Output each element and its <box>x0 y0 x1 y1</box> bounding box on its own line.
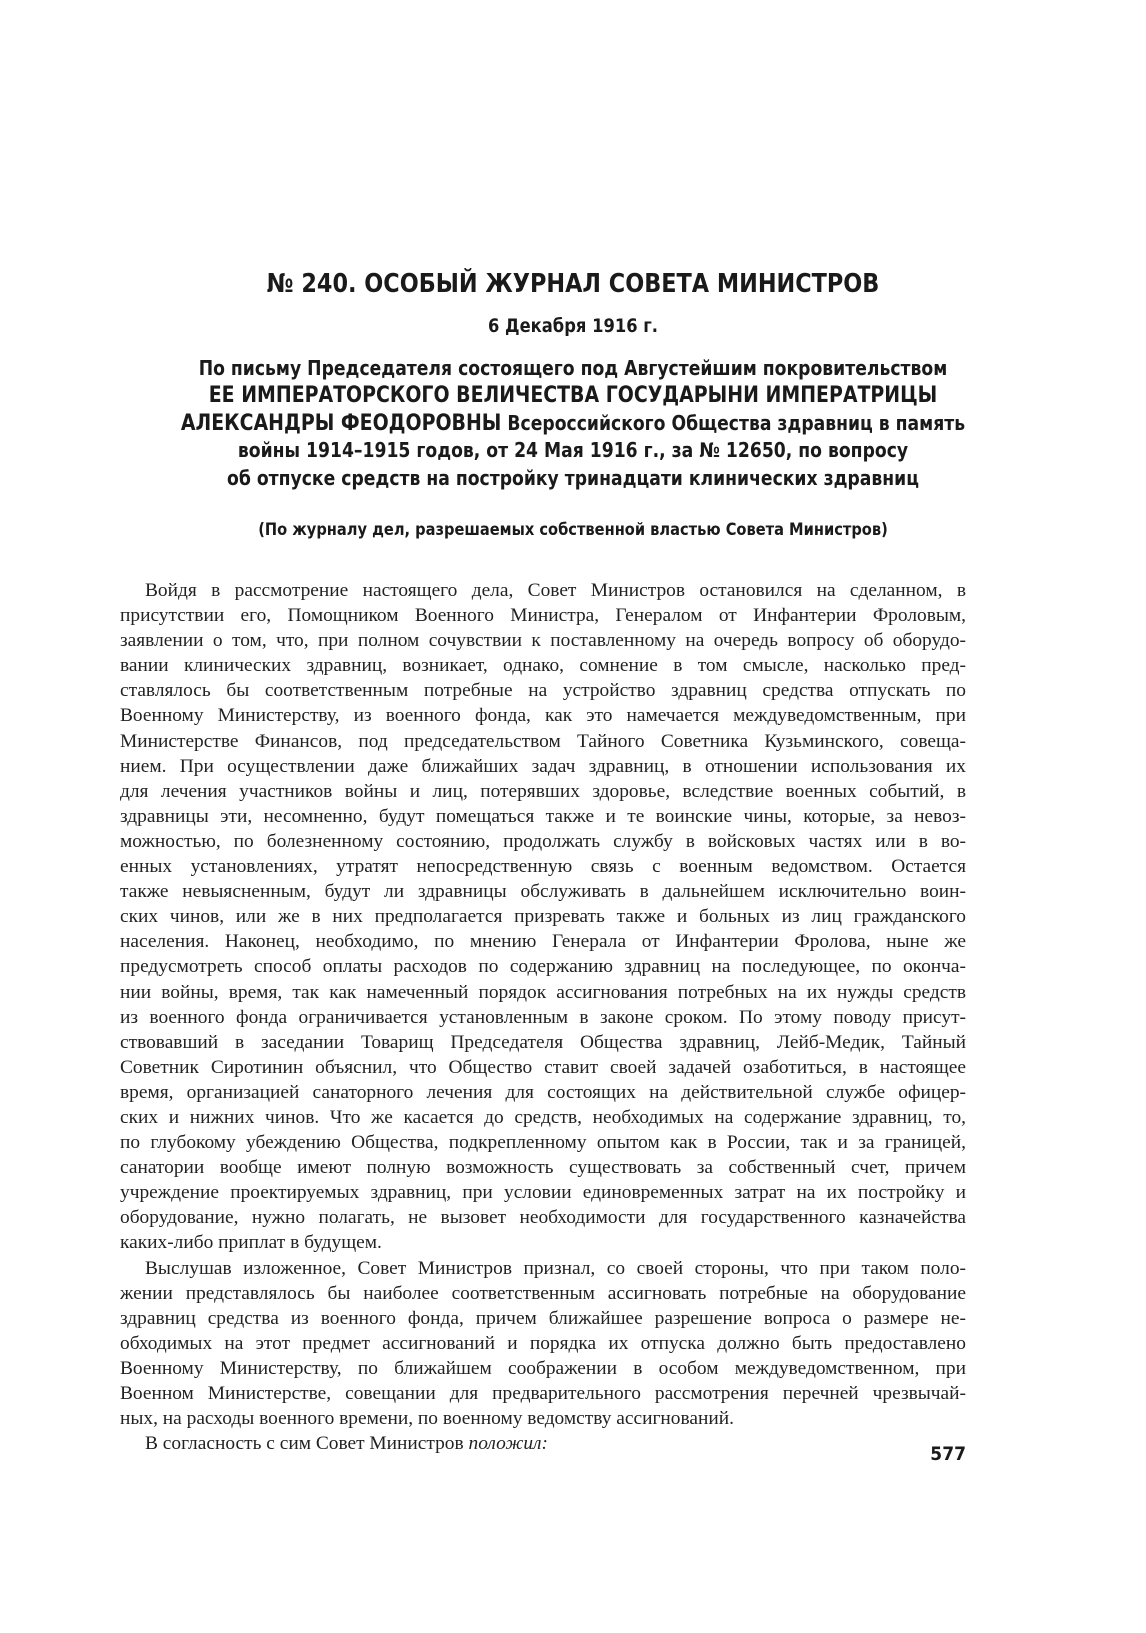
paragraph-line: санатории вообще имеют полную возможность существовать за собственный счет, причем <box>120 1157 966 1179</box>
paragraph-line: Военному Министерству, из военного фонда, как это намечается междуведомственным, при <box>120 705 966 727</box>
paragraph-line: ствовавший в заседании Товарищ Председателя Общества здравниц, Лейб-Медик, Тайный <box>120 1031 966 1053</box>
subject-line-2: ЕЕ ИМПЕРАТОРСКОГО ВЕЛИЧЕСТВА ГОСУДАРЫНИ ИМПЕРАТРИЦЫ <box>208 383 938 409</box>
paragraph-line: Выслушав изложенное, Совет Министров признал, со своей стороны, что при таком поло- <box>145 1257 966 1279</box>
paragraph-line: Войдя в рассмотрение настоящего дела, Совет Министров остановился на сделанном, в <box>145 580 966 601</box>
document-subject <box>80 355 1066 492</box>
document-note: (По журналу дел, разрешаемых собственной властью Совета Министров) <box>258 520 888 540</box>
paragraph-line: предусмотреть способ оплаты расходов по содержанию здравниц на последующее, по оконча- <box>120 956 966 978</box>
paragraph-line: Военном Министерстве, совещании для предварительного рассмотрения перечней чрезвычай- <box>120 1383 966 1404</box>
paragraph-line: ских и нижних чинов. Что же касается до средств, необходимых на содержание здравниц, то, <box>120 1106 966 1128</box>
paragraph-line: каких-либо приплат в будущем. <box>120 1232 382 1254</box>
subject-line-1: По письму Председателя состоящего под Августейшим покровительством <box>198 356 948 380</box>
paragraph-line: Советник Сиротинин объяснил, что Общество ставит своей задачей озаботиться, в настоящее <box>120 1056 966 1078</box>
paragraph-line: нии войны, время, так как намеченный порядок ассигнования потребных на их нужды средств <box>120 981 966 1003</box>
subject-line-3 <box>80 410 1066 437</box>
subject-line-5: об отпуске средств на постройку тринадцати клинических здравниц <box>227 465 919 490</box>
paragraph-line: Министерстве Финансов, под председательством Тайного Советника Кузьминского, совеща- <box>120 730 966 752</box>
paragraph-line: здравницы эти, несомненно, будут помещаться также и те воинские чины, которые, за невоз- <box>120 805 966 827</box>
paragraph-line: ставлялось бы соответственным потребные на устройство здравниц средства отпускать по <box>120 680 966 702</box>
paragraph-line: жении представлялось бы наиболее соответственным ассигновать потребные на оборудование <box>120 1282 966 1304</box>
paragraph-line: присутствии его, Помощником Военного Министра, Генералом от Инфантерии Фроловым, <box>120 605 966 627</box>
paragraph-line: можностью, по болезненному состоянию, продолжать службу в войсковых частях или в во- <box>120 830 966 852</box>
paragraph-line <box>120 1431 966 1456</box>
paragraph-3 <box>120 1431 966 1456</box>
paragraph-line: также невыясненным, будут ли здравницы обслуживать в дальнейшем исключительно воин- <box>120 881 966 903</box>
subject-line-3-caps: АЛЕКСАНДРЫ ФЕОДОРОВНЫ <box>180 410 502 436</box>
page-number: 577 <box>930 1443 966 1465</box>
paragraph-line: время, организацией санаторного лечения для состоящих на действительной службе офицер- <box>120 1081 966 1103</box>
subject-line-4: войны 1914–1915 годов, от 24 Мая 1916 г., за № 12650, по вопросу <box>237 438 909 463</box>
paragraph-line: ных, на расходы военного времени, по военному ведомству ассигнований. <box>120 1408 734 1430</box>
paragraph-line: енных установлениях, утратят непосредственную связь с военным ведомством. Остается <box>120 856 966 878</box>
paragraph-1 <box>120 578 966 1256</box>
paragraph-2 <box>120 1256 966 1432</box>
paragraph-3-text: В согласность с сим Совет Министров <box>145 1433 469 1455</box>
document-body <box>120 578 966 1456</box>
paragraph-line: здравниц средства из военного фонда, причем ближайшее разрешение вопроса о размере не- <box>120 1307 966 1329</box>
paragraph-line: оборудование, нужно полагать, не вызовет необходимости для государственного казначейства <box>120 1207 966 1229</box>
paragraph-line: для лечения участников войны и лиц, потерявших здоровье, вследствие военных событий, в <box>120 780 966 802</box>
paragraph-line: по глубокому убеждению Общества, подкрепленному опытом как в России, так и за границей, <box>120 1132 966 1154</box>
paragraph-line: Военному Министерству, по ближайшем соображении в особом междуведомственном, при <box>120 1357 966 1379</box>
document-date: 6 Декабря 1916 г. <box>487 315 659 337</box>
paragraph-line: ских чинов, или же в них предполагается призревать также и больных из лиц гражданского <box>120 906 966 928</box>
document-title: № 240. ОСОБЫЙ ЖУРНАЛ СОВЕТА МИНИСТРОВ <box>266 269 880 299</box>
subject-line-3-rest: Всероссийского Общества здравниц в память <box>501 410 966 435</box>
paragraph-line: обходимых на этот предмет ассигнований и порядка их отпуска должно быть предоставлено <box>120 1332 966 1354</box>
paragraph-line: из военного фонда ограничивается установленным в законе сроком. По этому поводу присут- <box>120 1006 966 1028</box>
paragraph-line: населения. Наконец, необходимо, по мнению Генерала от Инфантерии Фролова, ныне же <box>120 931 966 953</box>
paragraph-line: вании клинических здравниц, возникает, однако, сомнение в том смысле, насколько пред- <box>120 655 966 677</box>
paragraph-line: учреждение проектируемых здравниц, при условии единовременных затрат на их постройку и <box>120 1182 966 1204</box>
paragraph-line: заявлении о том, что, при полном сочувствии к поставленному на очередь вопросу об оборудо- <box>120 630 966 652</box>
paragraph-3-emphasis: положил: <box>468 1433 548 1455</box>
paragraph-line: нием. При осуществлении даже ближайших задач здравниц, в отношении использования их <box>120 755 966 777</box>
